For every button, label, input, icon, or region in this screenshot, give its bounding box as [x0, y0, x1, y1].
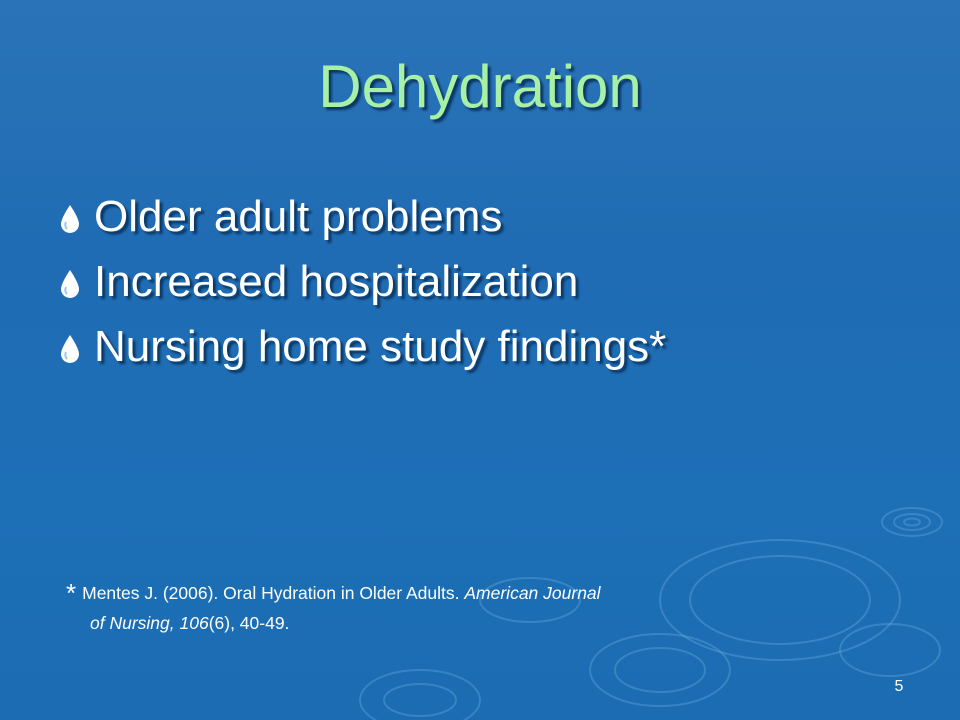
page-number: 5 [894, 678, 904, 695]
bullet-text: Older adult problems [94, 191, 503, 241]
footnote-asterisk: * [66, 578, 77, 608]
bullet-item [58, 314, 666, 379]
bullet-text: Increased hospitalization [94, 256, 579, 306]
water-drop-icon [58, 203, 82, 235]
citation-footnote [66, 578, 846, 638]
citation-journal-volume: of Nursing, 106 [90, 613, 209, 633]
citation-line-1 [66, 578, 846, 608]
bullet-item [58, 249, 666, 314]
citation-issue-pages: (6), 40-49. [208, 613, 290, 633]
citation-line-2 [66, 608, 846, 638]
bullet-item [58, 184, 666, 249]
water-drop-icon [58, 333, 82, 365]
bullet-list [58, 184, 666, 379]
bullet-text: Nursing home study findings* [94, 321, 667, 371]
slide-title: Dehydration [318, 53, 642, 120]
water-drop-icon [58, 268, 82, 300]
citation-journal: American Journal [464, 583, 601, 603]
citation-text: Mentes J. (2006). Oral Hydration in Older Adults. [82, 583, 465, 603]
